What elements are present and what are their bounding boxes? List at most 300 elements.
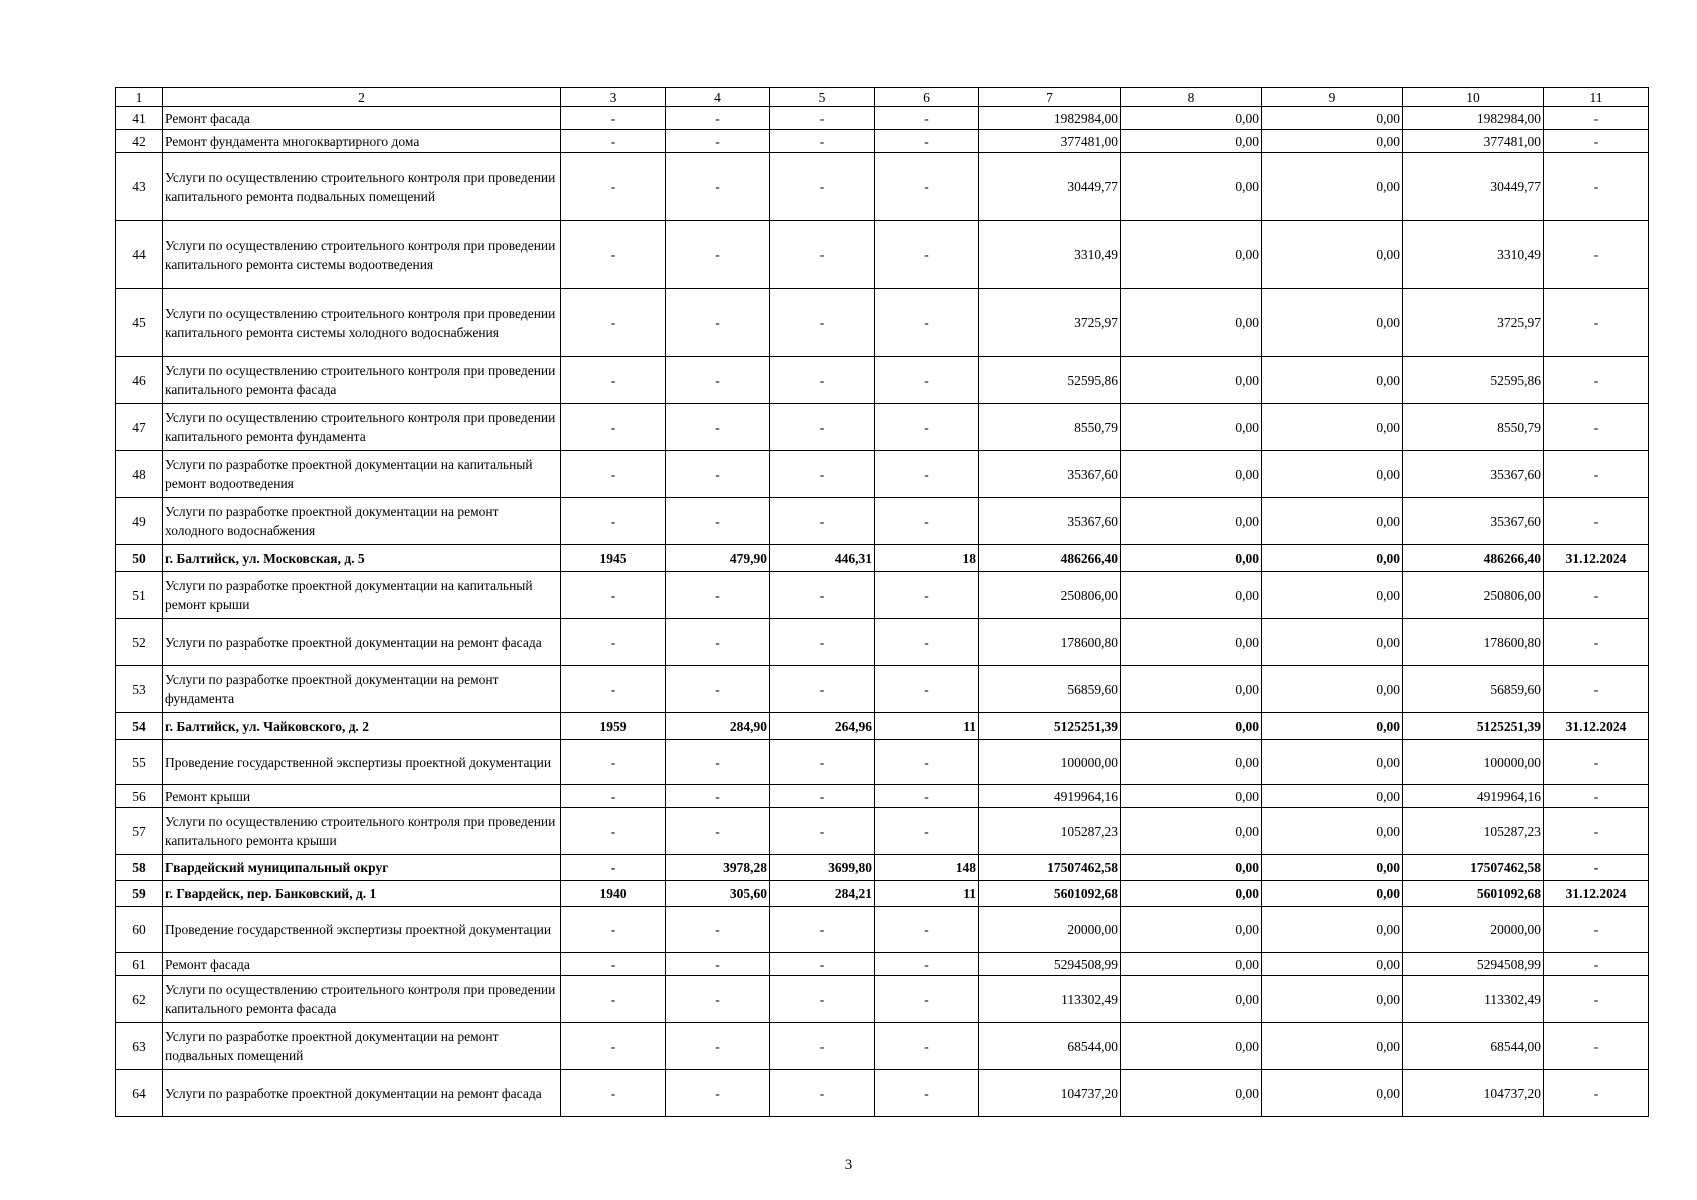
work-description-cell: Услуги по разработке проектной документации на ремонт фасада: [163, 1070, 561, 1117]
budget-cell: 0,00: [1262, 107, 1403, 130]
year-cell: -: [561, 221, 666, 289]
owners-cell: 17507462,58: [1403, 855, 1544, 881]
fund-cell: 0,00: [1121, 1070, 1262, 1117]
area-living-cell: 284,21: [770, 881, 875, 907]
row-number-cell: 54: [116, 713, 163, 740]
row-number-cell: 48: [116, 451, 163, 498]
owners-cell: 4919964,16: [1403, 785, 1544, 808]
row-number-cell: 59: [116, 881, 163, 907]
year-cell: -: [561, 289, 666, 357]
residents-cell: -: [875, 153, 979, 221]
residents-cell: -: [875, 907, 979, 953]
table-row: [116, 666, 1649, 713]
owners-cell: 5294508,99: [1403, 953, 1544, 976]
area-total-cell: 305,60: [666, 881, 770, 907]
fund-cell: 0,00: [1121, 107, 1262, 130]
area-total-cell: -: [666, 357, 770, 404]
table-row: [116, 498, 1649, 545]
area-living-cell: 446,31: [770, 545, 875, 572]
owners-cell: 1982984,00: [1403, 107, 1544, 130]
deadline-cell: -: [1544, 498, 1649, 545]
table-row: [116, 855, 1649, 881]
residents-cell: 18: [875, 545, 979, 572]
area-total-cell: -: [666, 451, 770, 498]
area-living-cell: -: [770, 1023, 875, 1070]
area-living-cell: -: [770, 740, 875, 785]
area-total-cell: 284,90: [666, 713, 770, 740]
residents-cell: -: [875, 357, 979, 404]
total-cost-cell: 35367,60: [979, 451, 1121, 498]
owners-cell: 35367,60: [1403, 498, 1544, 545]
deadline-cell: -: [1544, 1023, 1649, 1070]
owners-cell: 3310,49: [1403, 221, 1544, 289]
total-cost-cell: 104737,20: [979, 1070, 1121, 1117]
area-living-cell: -: [770, 153, 875, 221]
work-description-cell: Услуги по разработке проектной документации на ремонт фундамента: [163, 666, 561, 713]
fund-cell: 0,00: [1121, 976, 1262, 1023]
total-cost-cell: 30449,77: [979, 153, 1121, 221]
column-number-header: 4: [666, 88, 770, 107]
row-number-cell: 60: [116, 907, 163, 953]
year-cell: -: [561, 855, 666, 881]
work-description-cell: Проведение государственной экспертизы проектной документации: [163, 740, 561, 785]
budget-cell: 0,00: [1262, 221, 1403, 289]
area-living-cell: -: [770, 572, 875, 619]
deadline-cell: -: [1544, 666, 1649, 713]
fund-cell: 0,00: [1121, 666, 1262, 713]
total-cost-cell: 178600,80: [979, 619, 1121, 666]
budget-cell: 0,00: [1262, 976, 1403, 1023]
year-cell: -: [561, 619, 666, 666]
owners-cell: 5601092,68: [1403, 881, 1544, 907]
table-row: [116, 130, 1649, 153]
deadline-cell: -: [1544, 907, 1649, 953]
row-number-cell: 56: [116, 785, 163, 808]
residents-cell: 11: [875, 881, 979, 907]
row-number-cell: 63: [116, 1023, 163, 1070]
area-total-cell: -: [666, 907, 770, 953]
total-cost-cell: 250806,00: [979, 572, 1121, 619]
budget-cell: 0,00: [1262, 404, 1403, 451]
fund-cell: 0,00: [1121, 545, 1262, 572]
row-number-cell: 61: [116, 953, 163, 976]
row-number-cell: 51: [116, 572, 163, 619]
area-living-cell: 264,96: [770, 713, 875, 740]
column-number-header: 5: [770, 88, 875, 107]
fund-cell: 0,00: [1121, 498, 1262, 545]
owners-cell: 104737,20: [1403, 1070, 1544, 1117]
budget-cell: 0,00: [1262, 153, 1403, 221]
total-cost-cell: 4919964,16: [979, 785, 1121, 808]
page-number: 3: [844, 1157, 853, 1173]
column-number-header: 1: [116, 88, 163, 107]
area-living-cell: -: [770, 107, 875, 130]
table-row: [116, 976, 1649, 1023]
year-cell: -: [561, 130, 666, 153]
table-row: [116, 907, 1649, 953]
table-row: [116, 1070, 1649, 1117]
deadline-cell: -: [1544, 808, 1649, 855]
row-number-cell: 46: [116, 357, 163, 404]
row-number-cell: 43: [116, 153, 163, 221]
work-description-cell: Услуги по разработке проектной документации на капитальный ремонт водоотведения: [163, 451, 561, 498]
total-cost-cell: 486266,40: [979, 545, 1121, 572]
row-number-cell: 52: [116, 619, 163, 666]
area-living-cell: 3699,80: [770, 855, 875, 881]
total-cost-cell: 5125251,39: [979, 713, 1121, 740]
area-living-cell: -: [770, 953, 875, 976]
fund-cell: 0,00: [1121, 855, 1262, 881]
year-cell: 1945: [561, 545, 666, 572]
row-number-cell: 41: [116, 107, 163, 130]
year-cell: -: [561, 357, 666, 404]
owners-cell: 20000,00: [1403, 907, 1544, 953]
owners-cell: 68544,00: [1403, 1023, 1544, 1070]
deadline-cell: -: [1544, 953, 1649, 976]
table-row: [116, 1023, 1649, 1070]
area-living-cell: -: [770, 357, 875, 404]
year-cell: -: [561, 572, 666, 619]
fund-cell: 0,00: [1121, 619, 1262, 666]
budget-cell: 0,00: [1262, 451, 1403, 498]
deadline-cell: -: [1544, 451, 1649, 498]
residents-cell: -: [875, 666, 979, 713]
deadline-cell: -: [1544, 130, 1649, 153]
table-row: [116, 289, 1649, 357]
deadline-cell: -: [1544, 404, 1649, 451]
fund-cell: 0,00: [1121, 451, 1262, 498]
area-living-cell: -: [770, 785, 875, 808]
work-description-cell: Проведение государственной экспертизы проектной документации: [163, 907, 561, 953]
area-living-cell: -: [770, 619, 875, 666]
table-row: [116, 785, 1649, 808]
deadline-cell: -: [1544, 740, 1649, 785]
row-number-cell: 58: [116, 855, 163, 881]
budget-cell: 0,00: [1262, 1023, 1403, 1070]
year-cell: -: [561, 498, 666, 545]
area-total-cell: -: [666, 498, 770, 545]
area-living-cell: -: [770, 907, 875, 953]
area-total-cell: -: [666, 785, 770, 808]
work-description-cell: Услуги по осуществлению строительного контроля при проведении капитального ремонта фасада: [163, 976, 561, 1023]
column-number-header: 8: [1121, 88, 1262, 107]
fund-cell: 0,00: [1121, 808, 1262, 855]
total-cost-cell: 100000,00: [979, 740, 1121, 785]
table-row: [116, 153, 1649, 221]
column-number-header: 2: [163, 88, 561, 107]
area-living-cell: -: [770, 808, 875, 855]
column-number-header: 10: [1403, 88, 1544, 107]
fund-cell: 0,00: [1121, 1023, 1262, 1070]
total-cost-cell: 35367,60: [979, 498, 1121, 545]
row-number-cell: 49: [116, 498, 163, 545]
year-cell: 1959: [561, 713, 666, 740]
residents-cell: -: [875, 107, 979, 130]
year-cell: 1940: [561, 881, 666, 907]
fund-cell: 0,00: [1121, 713, 1262, 740]
row-number-cell: 50: [116, 545, 163, 572]
area-living-cell: -: [770, 451, 875, 498]
fund-cell: 0,00: [1121, 881, 1262, 907]
year-cell: -: [561, 153, 666, 221]
fund-cell: 0,00: [1121, 572, 1262, 619]
area-total-cell: -: [666, 404, 770, 451]
table-row: [116, 221, 1649, 289]
year-cell: -: [561, 1023, 666, 1070]
row-number-cell: 64: [116, 1070, 163, 1117]
deadline-cell: -: [1544, 785, 1649, 808]
fund-cell: 0,00: [1121, 153, 1262, 221]
row-number-cell: 62: [116, 976, 163, 1023]
area-total-cell: -: [666, 953, 770, 976]
area-total-cell: -: [666, 666, 770, 713]
budget-cell: 0,00: [1262, 619, 1403, 666]
deadline-cell: -: [1544, 572, 1649, 619]
year-cell: -: [561, 907, 666, 953]
area-living-cell: -: [770, 1070, 875, 1117]
table-row: [116, 619, 1649, 666]
residents-cell: -: [875, 1070, 979, 1117]
area-total-cell: -: [666, 808, 770, 855]
residents-cell: -: [875, 130, 979, 153]
owners-cell: 30449,77: [1403, 153, 1544, 221]
owners-cell: 105287,23: [1403, 808, 1544, 855]
total-cost-cell: 1982984,00: [979, 107, 1121, 130]
owners-cell: 35367,60: [1403, 451, 1544, 498]
deadline-cell: -: [1544, 1070, 1649, 1117]
area-total-cell: -: [666, 221, 770, 289]
owners-cell: 8550,79: [1403, 404, 1544, 451]
deadline-cell: 31.12.2024: [1544, 881, 1649, 907]
area-living-cell: -: [770, 221, 875, 289]
work-description-cell: Ремонт фундамента многоквартирного дома: [163, 130, 561, 153]
area-living-cell: -: [770, 404, 875, 451]
area-living-cell: -: [770, 130, 875, 153]
area-total-cell: -: [666, 153, 770, 221]
area-total-cell: 479,90: [666, 545, 770, 572]
year-cell: -: [561, 107, 666, 130]
row-number-cell: 53: [116, 666, 163, 713]
total-cost-cell: 105287,23: [979, 808, 1121, 855]
year-cell: -: [561, 785, 666, 808]
work-description-cell: Услуги по разработке проектной документации на ремонт подвальных помещений: [163, 1023, 561, 1070]
fund-cell: 0,00: [1121, 130, 1262, 153]
total-cost-cell: 3310,49: [979, 221, 1121, 289]
total-cost-cell: 20000,00: [979, 907, 1121, 953]
total-cost-cell: 17507462,58: [979, 855, 1121, 881]
work-description-cell: Гвардейский муниципальный округ: [163, 855, 561, 881]
budget-cell: 0,00: [1262, 357, 1403, 404]
residents-cell: -: [875, 572, 979, 619]
work-description-cell: г. Балтийск, ул. Московская, д. 5: [163, 545, 561, 572]
residents-cell: -: [875, 619, 979, 666]
owners-cell: 52595,86: [1403, 357, 1544, 404]
budget-cell: 0,00: [1262, 785, 1403, 808]
table-row: [116, 881, 1649, 907]
owners-cell: 5125251,39: [1403, 713, 1544, 740]
column-number-header: 11: [1544, 88, 1649, 107]
deadline-cell: 31.12.2024: [1544, 545, 1649, 572]
total-cost-cell: 3725,97: [979, 289, 1121, 357]
owners-cell: 486266,40: [1403, 545, 1544, 572]
fund-cell: 0,00: [1121, 740, 1262, 785]
table-row: [116, 357, 1649, 404]
owners-cell: 56859,60: [1403, 666, 1544, 713]
total-cost-cell: 5294508,99: [979, 953, 1121, 976]
residents-cell: -: [875, 498, 979, 545]
residents-cell: 11: [875, 713, 979, 740]
owners-cell: 3725,97: [1403, 289, 1544, 357]
work-description-cell: Услуги по разработке проектной документации на ремонт фасада: [163, 619, 561, 666]
fund-cell: 0,00: [1121, 785, 1262, 808]
owners-cell: 113302,49: [1403, 976, 1544, 1023]
residents-cell: -: [875, 785, 979, 808]
fund-cell: 0,00: [1121, 289, 1262, 357]
budget-cell: 0,00: [1262, 666, 1403, 713]
owners-cell: 377481,00: [1403, 130, 1544, 153]
work-description-cell: Ремонт фасада: [163, 953, 561, 976]
budget-cell: 0,00: [1262, 1070, 1403, 1117]
total-cost-cell: 68544,00: [979, 1023, 1121, 1070]
work-description-cell: г. Балтийск, ул. Чайковского, д. 2: [163, 713, 561, 740]
year-cell: -: [561, 451, 666, 498]
table-row: [116, 545, 1649, 572]
year-cell: -: [561, 666, 666, 713]
area-living-cell: -: [770, 289, 875, 357]
area-total-cell: -: [666, 976, 770, 1023]
work-description-cell: Услуги по осуществлению строительного контроля при проведении капитального ремонта фасада: [163, 357, 561, 404]
budget-cell: 0,00: [1262, 855, 1403, 881]
residents-cell: -: [875, 1023, 979, 1070]
table-row: [116, 808, 1649, 855]
column-number-header: 9: [1262, 88, 1403, 107]
row-number-cell: 47: [116, 404, 163, 451]
year-cell: -: [561, 404, 666, 451]
work-description-cell: Услуги по осуществлению строительного контроля при проведении капитального ремонта системы водоотведения: [163, 221, 561, 289]
budget-cell: 0,00: [1262, 881, 1403, 907]
residents-cell: 148: [875, 855, 979, 881]
column-number-header: 7: [979, 88, 1121, 107]
table-row: [116, 572, 1649, 619]
budget-cell: 0,00: [1262, 740, 1403, 785]
budget-cell: 0,00: [1262, 907, 1403, 953]
year-cell: -: [561, 808, 666, 855]
fund-cell: 0,00: [1121, 404, 1262, 451]
budget-cell: 0,00: [1262, 572, 1403, 619]
deadline-cell: 31.12.2024: [1544, 713, 1649, 740]
budget-cell: 0,00: [1262, 808, 1403, 855]
row-number-cell: 45: [116, 289, 163, 357]
fund-cell: 0,00: [1121, 907, 1262, 953]
row-number-cell: 55: [116, 740, 163, 785]
column-number-header: 3: [561, 88, 666, 107]
year-cell: -: [561, 740, 666, 785]
table-row: [116, 740, 1649, 785]
total-cost-cell: 8550,79: [979, 404, 1121, 451]
column-number-header: 6: [875, 88, 979, 107]
row-number-cell: 42: [116, 130, 163, 153]
area-total-cell: -: [666, 130, 770, 153]
deadline-cell: -: [1544, 153, 1649, 221]
owners-cell: 100000,00: [1403, 740, 1544, 785]
budget-cell: 0,00: [1262, 130, 1403, 153]
deadline-cell: -: [1544, 289, 1649, 357]
table-row: [116, 713, 1649, 740]
fund-cell: 0,00: [1121, 221, 1262, 289]
residents-cell: -: [875, 404, 979, 451]
table-row: [116, 404, 1649, 451]
residents-cell: -: [875, 221, 979, 289]
area-living-cell: -: [770, 976, 875, 1023]
residents-cell: -: [875, 953, 979, 976]
work-description-cell: Услуги по осуществлению строительного контроля при проведении капитального ремонта крыши: [163, 808, 561, 855]
work-description-cell: Услуги по осуществлению строительного контроля при проведении капитального ремонта фундамента: [163, 404, 561, 451]
table-row: [116, 953, 1649, 976]
work-description-cell: Ремонт крыши: [163, 785, 561, 808]
year-cell: -: [561, 1070, 666, 1117]
residents-cell: -: [875, 289, 979, 357]
total-cost-cell: 5601092,68: [979, 881, 1121, 907]
area-total-cell: 3978,28: [666, 855, 770, 881]
area-living-cell: -: [770, 666, 875, 713]
deadline-cell: -: [1544, 855, 1649, 881]
total-cost-cell: 52595,86: [979, 357, 1121, 404]
year-cell: -: [561, 953, 666, 976]
table-row: [116, 107, 1649, 130]
row-number-cell: 57: [116, 808, 163, 855]
year-cell: -: [561, 976, 666, 1023]
residents-cell: -: [875, 808, 979, 855]
deadline-cell: -: [1544, 619, 1649, 666]
work-description-cell: г. Гвардейск, пер. Банковский, д. 1: [163, 881, 561, 907]
work-description-cell: Услуги по осуществлению строительного контроля при проведении капитального ремонта подвальных помещений: [163, 153, 561, 221]
area-total-cell: -: [666, 107, 770, 130]
total-cost-cell: 377481,00: [979, 130, 1121, 153]
residents-cell: -: [875, 451, 979, 498]
area-living-cell: -: [770, 498, 875, 545]
total-cost-cell: 56859,60: [979, 666, 1121, 713]
fund-cell: 0,00: [1121, 357, 1262, 404]
budget-cell: 0,00: [1262, 289, 1403, 357]
work-description-cell: Ремонт фасада: [163, 107, 561, 130]
residents-cell: -: [875, 976, 979, 1023]
area-total-cell: -: [666, 572, 770, 619]
deadline-cell: -: [1544, 357, 1649, 404]
owners-cell: 250806,00: [1403, 572, 1544, 619]
work-description-cell: Услуги по осуществлению строительного контроля при проведении капитального ремонта системы холодного водоснабжения: [163, 289, 561, 357]
fund-cell: 0,00: [1121, 953, 1262, 976]
budget-table: [115, 87, 1649, 1117]
deadline-cell: -: [1544, 221, 1649, 289]
budget-cell: 0,00: [1262, 498, 1403, 545]
work-description-cell: Услуги по разработке проектной документации на капитальный ремонт крыши: [163, 572, 561, 619]
area-total-cell: -: [666, 1070, 770, 1117]
area-total-cell: -: [666, 740, 770, 785]
work-description-cell: Услуги по разработке проектной документации на ремонт холодного водоснабжения: [163, 498, 561, 545]
deadline-cell: -: [1544, 976, 1649, 1023]
total-cost-cell: 113302,49: [979, 976, 1121, 1023]
area-total-cell: -: [666, 289, 770, 357]
owners-cell: 178600,80: [1403, 619, 1544, 666]
budget-cell: 0,00: [1262, 713, 1403, 740]
column-number-row: [116, 88, 1649, 107]
area-total-cell: -: [666, 619, 770, 666]
row-number-cell: 44: [116, 221, 163, 289]
budget-cell: 0,00: [1262, 545, 1403, 572]
deadline-cell: -: [1544, 107, 1649, 130]
area-total-cell: -: [666, 1023, 770, 1070]
table-row: [116, 451, 1649, 498]
